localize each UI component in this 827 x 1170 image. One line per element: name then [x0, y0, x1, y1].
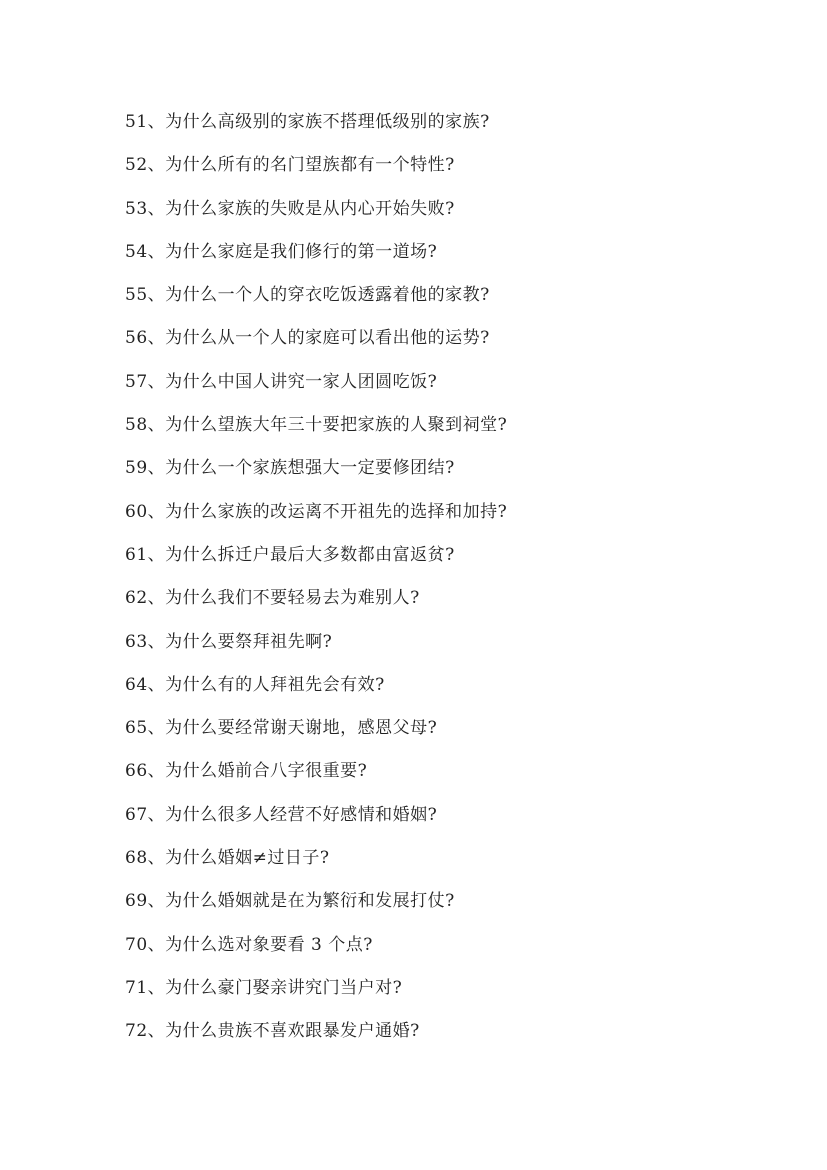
- question-text: 为什么高级别的家族不搭理低级别的家族?: [165, 112, 490, 132]
- question-text: 为什么婚前合八字很重要?: [165, 761, 368, 782]
- question-text: 为什么中国人讲究一家人团圆吃饭?: [165, 371, 438, 392]
- question-number: 72、: [125, 1021, 166, 1042]
- question-item: [125, 887, 507, 930]
- question-item: [125, 541, 507, 584]
- question-item: [125, 628, 507, 671]
- question-number: 71、: [125, 977, 166, 998]
- question-item: [125, 1017, 507, 1060]
- question-text: 为什么所有的名门望族都有一个特性?: [165, 155, 455, 176]
- question-item: [125, 324, 507, 367]
- question-number: 53、: [125, 198, 166, 219]
- question-item: [125, 411, 507, 454]
- question-text: 为什么要祭拜祖先啊?: [165, 631, 333, 652]
- question-item: [125, 151, 507, 194]
- question-number: 69、: [125, 891, 166, 912]
- question-item: [125, 801, 507, 844]
- question-item: [125, 844, 507, 887]
- question-item: [125, 238, 507, 281]
- question-text: 为什么有的人拜祖先会有效?: [165, 674, 385, 695]
- question-item: [125, 974, 507, 1017]
- question-text: 为什么豪门娶亲讲究门当户对?: [165, 977, 403, 998]
- question-text: 为什么贵族不喜欢跟暴发户通婚?: [165, 1021, 420, 1042]
- question-item: [125, 195, 507, 238]
- question-text: 为什么很多人经营不好感情和婚姻?: [165, 804, 438, 825]
- question-number: 60、: [125, 501, 166, 522]
- question-number: 67、: [125, 804, 166, 825]
- question-number: 57、: [125, 371, 166, 392]
- question-text: 为什么我们不要轻易去为难别人?: [165, 588, 420, 609]
- question-text: 为什么拆迁户最后大多数都由富返贫?: [165, 544, 455, 565]
- question-text: 为什么婚姻就是在为繁衍和发展打仗?: [165, 891, 455, 912]
- question-number: 55、: [125, 285, 166, 306]
- question-number: 59、: [125, 458, 166, 479]
- question-text: 为什么从一个人的家庭可以看出他的运势?: [165, 328, 490, 349]
- question-text: 为什么家族的改运离不开祖先的选择和加持?: [165, 501, 508, 522]
- question-text: 为什么婚姻≠过日子?: [165, 848, 330, 869]
- question-number: 70、: [125, 934, 166, 955]
- question-text: 为什么一个家族想强大一定要修团结?: [165, 458, 455, 479]
- question-item: [125, 108, 507, 151]
- question-text: 为什么一个人的穿衣吃饭透露着他的家教?: [165, 285, 490, 306]
- question-item: [125, 757, 507, 800]
- question-text: 为什么选对象要看 3 个点?: [165, 934, 373, 955]
- question-number: 52、: [125, 155, 166, 176]
- question-item: [125, 584, 507, 627]
- question-item: [125, 931, 507, 974]
- question-item: [125, 671, 507, 714]
- question-number: 51、: [125, 112, 166, 132]
- question-list: [125, 108, 507, 1061]
- question-text: 为什么望族大年三十要把家族的人聚到祠堂?: [165, 415, 508, 436]
- question-text: 为什么家庭是我们修行的第一道场?: [165, 241, 438, 262]
- question-number: 54、: [125, 241, 166, 262]
- question-number: 61、: [125, 544, 166, 565]
- question-number: 58、: [125, 415, 166, 436]
- question-number: 56、: [125, 328, 166, 349]
- question-text: 为什么家族的失败是从内心开始失败?: [165, 198, 455, 219]
- question-item: [125, 454, 507, 497]
- question-number: 68、: [125, 848, 166, 869]
- question-number: 65、: [125, 718, 166, 739]
- question-item: [125, 498, 507, 541]
- question-item: [125, 281, 507, 324]
- question-item: [125, 368, 507, 411]
- question-number: 66、: [125, 761, 166, 782]
- question-item: [125, 714, 507, 757]
- question-number: 64、: [125, 674, 166, 695]
- question-text: 为什么要经常谢天谢地，感恩父母?: [165, 718, 438, 739]
- question-number: 62、: [125, 588, 166, 609]
- question-number: 63、: [125, 631, 166, 652]
